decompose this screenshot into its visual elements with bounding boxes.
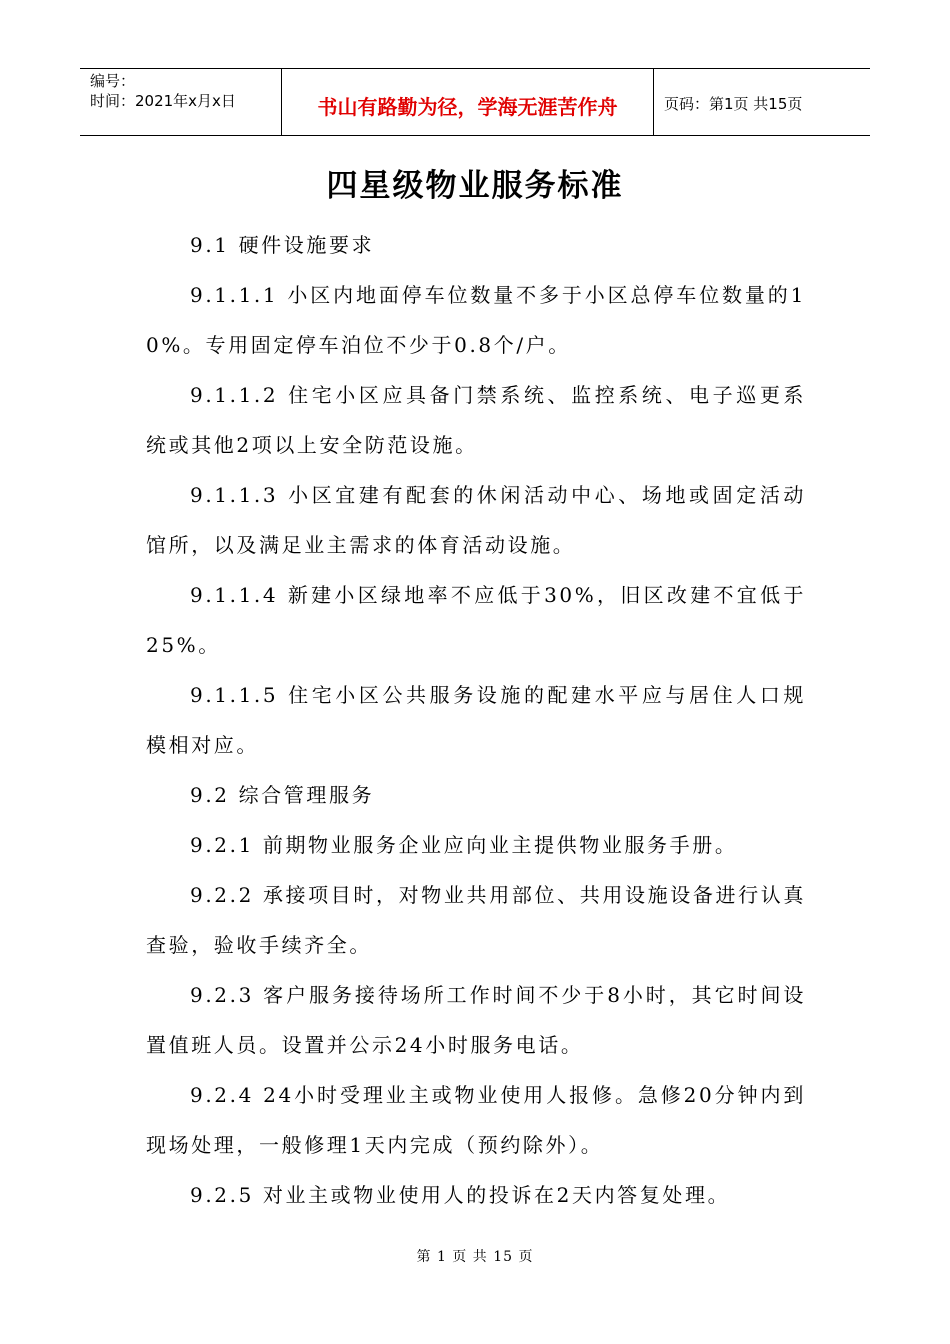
paragraph: 9.1.1.4 新建小区绿地率不应低于30%，旧区改建不宜低于25%。 — [146, 583, 806, 657]
document-title: 四星级物业服务标准 — [326, 168, 624, 204]
paragraph: 9.2 综合管理服务 — [190, 783, 375, 807]
paragraph: 9.1.1.1 小区内地面停车位数量不多于小区总停车位数量的10%。专用固定停车泊位不少于0.8个/户。 — [146, 283, 806, 357]
page-info-text: 页码：第1页 共15页 — [664, 94, 803, 113]
document-number: 编号： — [90, 72, 136, 90]
paragraph: 9.2.4 24小时受理业主或物业使用人报修。急修20分钟内到现场处理，一般修理1天内完成（预约除外）。 — [146, 1083, 806, 1157]
paragraph: 9.2.2 承接项目时，对物业共用部位、共用设施设备进行认真查验，验收手续齐全。 — [146, 883, 806, 957]
paragraph: 9.1.1.2 住宅小区应具备门禁系统、监控系统、电子巡更系统或其他2项以上安全防范设施。 — [146, 383, 806, 457]
paragraph: 9.1.1.3 小区宜建有配套的休闲活动中心、场地或固定活动馆所，以及满足业主需求的体育活动设施。 — [146, 483, 806, 557]
paragraph: 9.1 硬件设施要求 — [190, 233, 375, 257]
header-meta — [80, 69, 282, 135]
document-body — [146, 220, 806, 1220]
document-time: 时间：2021年x月x日 — [90, 92, 236, 110]
header-table — [80, 68, 870, 136]
paragraph: 9.1.1.5 住宅小区公共服务设施的配建水平应与居住人口规模相对应。 — [146, 683, 806, 757]
motto-text: 书山有路勤为径，学海无涯苦作舟 — [317, 94, 618, 119]
header-page-info — [654, 69, 870, 135]
header-motto — [282, 69, 654, 135]
paragraph: 9.2.5 对业主或物业使用人的投诉在2天内答复处理。 — [190, 1183, 731, 1207]
page-footer: 第 1 页 共 15 页 — [416, 1249, 534, 1265]
paragraph: 9.2.3 客户服务接待场所工作时间不少于8小时，其它时间设置值班人员。设置并公示24小时服务电话。 — [146, 983, 806, 1057]
paragraph: 9.2.1 前期物业服务企业应向业主提供物业服务手册。 — [190, 833, 738, 857]
